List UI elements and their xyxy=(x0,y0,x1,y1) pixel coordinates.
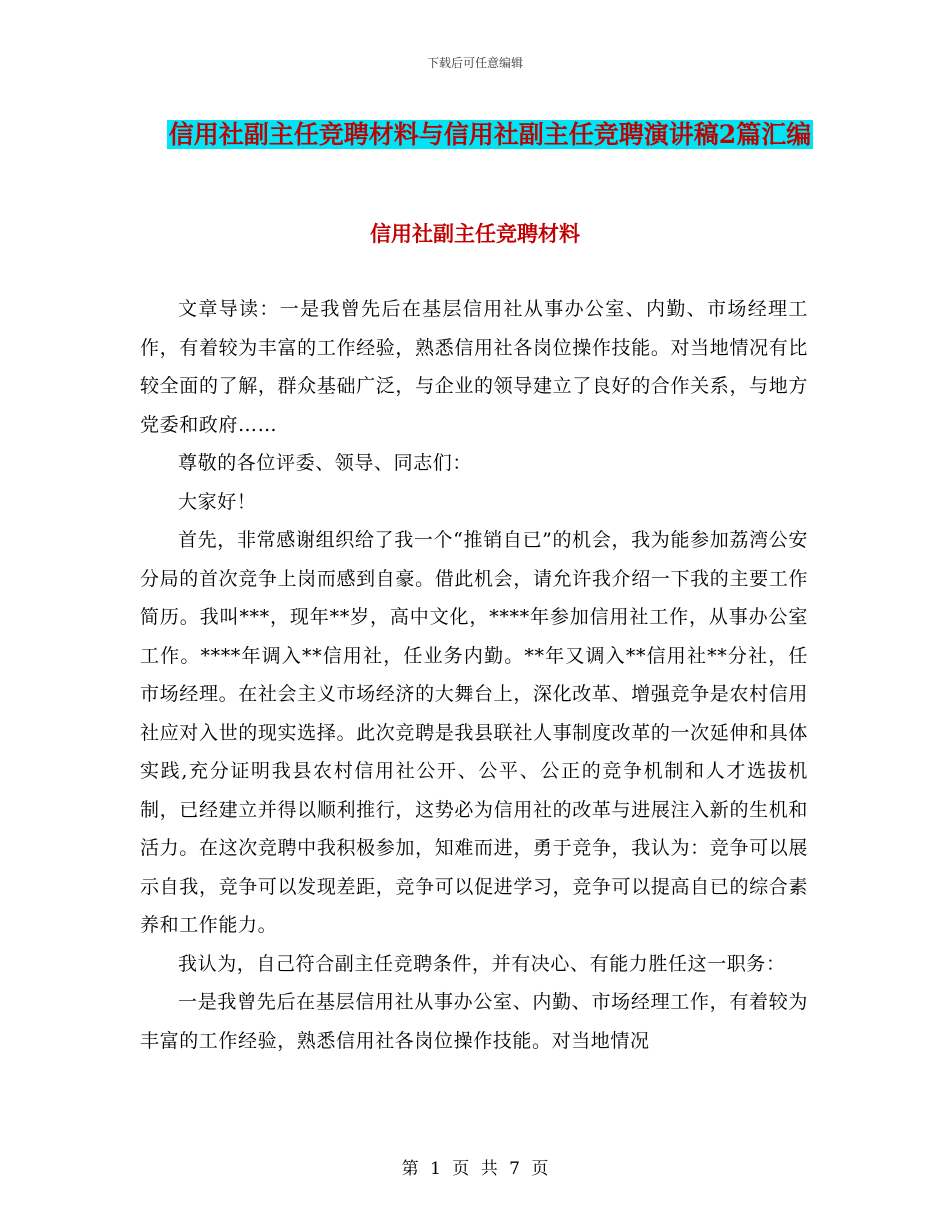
section-title: 信用社副主任竞聘材料 xyxy=(370,221,580,246)
document-title-text: 信用社副主任竞聘材料与信用社副主任竞聘演讲稿2篇汇编 xyxy=(168,120,812,149)
body-text xyxy=(140,290,808,1060)
header-note: 下载后可任意编辑 xyxy=(426,56,523,70)
paragraph-qualification: 我认为，自己符合副主任竞聘条件，并有决心、有能力胜任这一职务： xyxy=(178,952,786,975)
paragraph-background: 首先，非常感谢组织给了我一个“推销自已”的机会，我为能参加荔湾公安分局的首次竞争上岗而感到自豪。借此机会，请允许我介绍一下我的主要工作简历。我叫***，现年**岁，高中文化，****年参加信用社工作，从事办公室工作。****年调入**信用社，任业务内勤。**年又调入**信用社**分社，任市场经理。在社会主义市场经济的大舞台上，深化改革、增强竞争是农村信用社应对入世的现实选择。此次竞聘是我县联社人事制度改革的一次延伸和具体实践,充分证明我县农村信用社公开、公平、公正的竞争机制和人才选拔机制，已经建立并得以顺利推行，这势必为信用社的改革与进展注入新的生机和活力。在这次竞聘中我积极参加，知难而进，勇于竞争，我认为：竞争可以展示自我，竞争可以发现差距，竞争可以促进学习，竞争可以提高自已的综合素养和工作能力。 xyxy=(140,529,808,936)
paragraph-point-one: 一是我曾先后在基层信用社从事办公室、内勤、市场经理工作，有着较为丰富的工作经验，熟悉信用社各岗位操作技能。对当地情况 xyxy=(140,991,808,1052)
document-title xyxy=(140,108,840,162)
paragraph-intro: 文章导读：一是我曾先后在基层信用社从事办公室、内勤、市场经理工作，有着较为丰富的工作经验，熟悉信用社各岗位操作技能。对当地情况有比较全面的了解，群众基础广泛，与企业的领导建立了良好的合作关系，与地方党委和政府…… xyxy=(140,298,808,436)
paragraph-greeting: 大家好！ xyxy=(178,490,257,513)
paragraph-salutation: 尊敬的各位评委、领导、同志们： xyxy=(178,452,473,474)
page-number: 第 1 页 共 7 页 xyxy=(401,1159,549,1179)
